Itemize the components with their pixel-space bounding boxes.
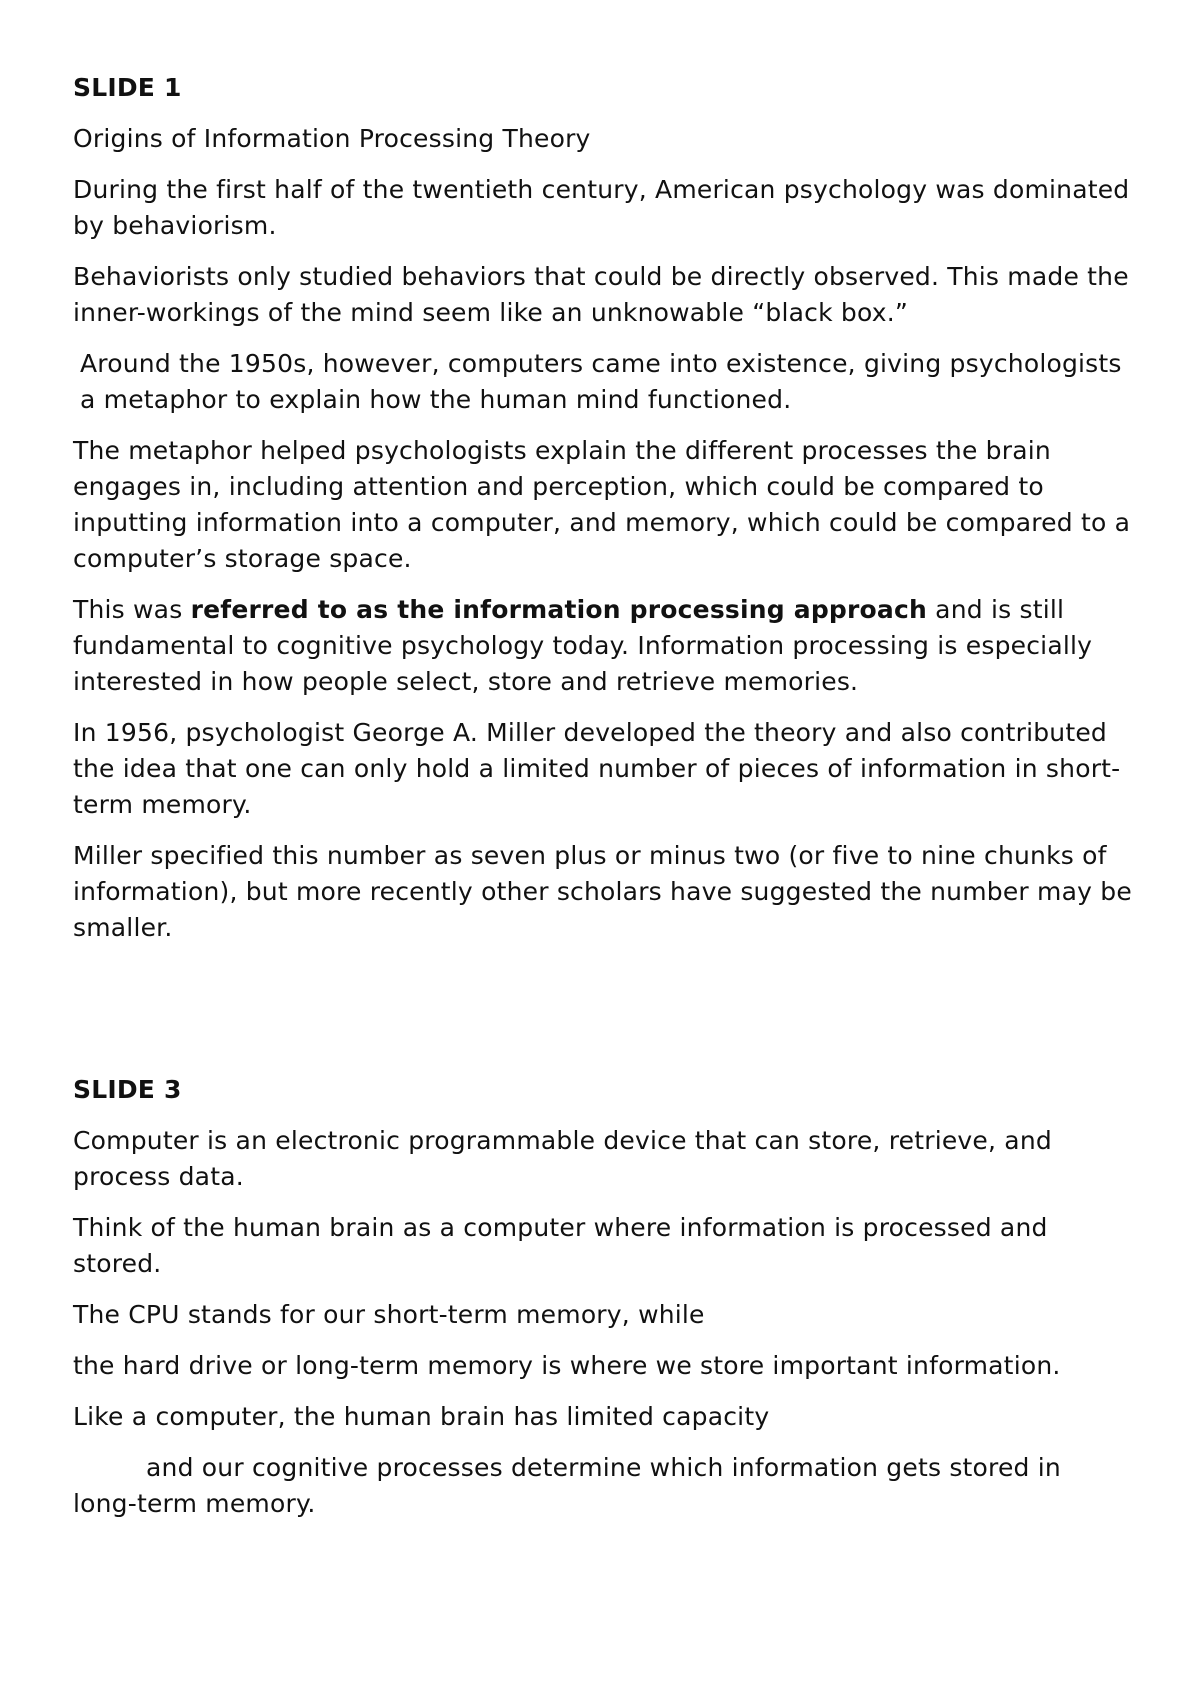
slide-1-paragraph-5-start: This was <box>73 595 191 624</box>
slide-1-subtitle: Origins of Information Processing Theory <box>73 124 591 153</box>
slide-1-paragraph-5-end: and is still fundamental to cognitive psychology today. Information processing is especially interested in how people select, store and retrieve memories. <box>73 595 1093 696</box>
slide-3-paragraph-4: the hard drive or long-term memory is where we store important information. <box>73 1351 1061 1380</box>
slide-3-heading: SLIDE 3 <box>73 1075 182 1104</box>
slide-1-paragraph-5-bold: referred to as the information processing approach <box>190 595 928 624</box>
section-gap <box>73 961 1133 1072</box>
slide-1-section <box>73 70 1133 946</box>
slide-3-paragraph-1: Computer is an electronic programmable device that can store, retrieve, and process data. <box>73 1126 1052 1191</box>
slide-3-paragraph-5: Like a computer, the human brain has limited capacity <box>73 1402 770 1431</box>
slide-1-paragraph-3: Around the 1950s, however, computers came into existence, giving psychologists a metaphor to explain how the human mind functioned. <box>80 349 1122 414</box>
slide-3-paragraph-6: and our cognitive processes determine which information gets stored in long-term memory. <box>73 1453 1061 1518</box>
slide-3-section <box>73 1072 1133 1522</box>
slide-1-paragraph-5 <box>73 592 1133 700</box>
slide-1-heading: SLIDE 1 <box>73 73 182 102</box>
document-page <box>73 70 1133 1537</box>
slide-1-paragraph-1: During the first half of the twentieth century, American psychology was dominated by behaviorism. <box>73 175 1130 240</box>
slide-1-paragraph-2: Behaviorists only studied behaviors that could be directly observed. This made the inner-workings of the mind seem like an unknowable “black box.” <box>73 262 1129 327</box>
slide-1-paragraph-4: The metaphor helped psychologists explain the different processes the brain engages in, including attention and perception, which could be compared to inputting information into a computer, and memory, which could be compared to a computer’s storage space. <box>73 436 1131 573</box>
slide-1-paragraph-6: In 1956, psychologist George A. Miller developed the theory and also contributed the idea that one can only hold a limited number of pieces of information in short-term memory. <box>73 718 1121 819</box>
slide-3-paragraph-3: The CPU stands for our short-term memory, while <box>73 1300 705 1329</box>
slide-3-paragraph-2: Think of the human brain as a computer where information is processed and stored. <box>73 1213 1048 1278</box>
slide-1-paragraph-7: Miller specified this number as seven plus or minus two (or five to nine chunks of information), but more recently other scholars have suggested the number may be smaller. <box>73 841 1132 942</box>
